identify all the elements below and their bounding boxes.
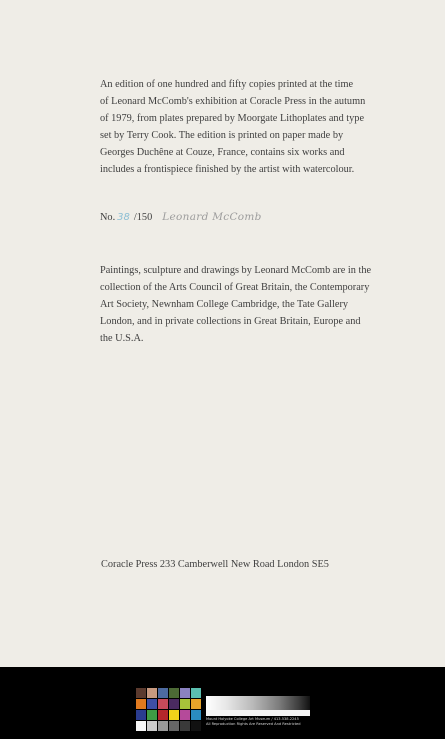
color-swatch <box>136 710 146 720</box>
colophon-line: includes a frontispiece finished by the artist with watercolour. <box>100 164 355 175</box>
handwritten-edition-number: 38 <box>117 212 130 223</box>
museum-credit-label <box>206 717 316 727</box>
museum-credit-line: All Reproduction Rights Are Reserved And Restricted <box>206 722 301 726</box>
collections-line: the U.S.A. <box>100 333 144 344</box>
colophon-line: of Leonard McComb's exhibition at Coracle Press in the autumn <box>100 96 366 107</box>
edition-number-line <box>100 209 262 226</box>
colophon-line: set by Terry Cook. The edition is printed on paper made by <box>100 130 344 141</box>
color-swatch <box>180 688 190 698</box>
color-swatch <box>169 710 179 720</box>
color-swatch <box>136 721 146 731</box>
collections-line: London, and in private collections in Great Britain, Europe and <box>100 316 361 327</box>
grayscale-calibration-bar <box>206 696 310 710</box>
color-swatch <box>180 710 190 720</box>
colophon-line: of 1979, from plates prepared by Moorgate Lithoplates and type <box>100 113 365 124</box>
color-swatch <box>158 721 168 731</box>
color-swatch <box>191 721 201 731</box>
color-swatch <box>147 721 157 731</box>
color-calibration-chart <box>136 688 202 732</box>
edition-total: /150 <box>133 212 153 223</box>
color-swatch <box>191 699 201 709</box>
color-swatch <box>191 688 201 698</box>
color-swatch <box>158 699 168 709</box>
color-swatch <box>180 721 190 731</box>
collections-paragraph <box>100 262 400 347</box>
color-swatch <box>147 710 157 720</box>
colophon-line: An edition of one hundred and fifty copies printed at the time <box>100 79 354 90</box>
color-swatch <box>169 699 179 709</box>
publisher-address: Coracle Press 233 Camberwell New Road London SE5 <box>101 559 329 570</box>
white-reference-block <box>206 710 310 716</box>
color-swatch <box>136 699 146 709</box>
color-swatch <box>147 688 157 698</box>
color-swatch <box>169 688 179 698</box>
collections-line: Paintings, sculpture and drawings by Leonard McComb are in the <box>100 265 372 276</box>
color-swatch <box>191 710 201 720</box>
color-swatch <box>147 699 157 709</box>
collections-line: Art Society, Newnham College Cambridge, the Tate Gallery <box>100 299 349 310</box>
color-swatch <box>158 688 168 698</box>
colophon-paragraph <box>100 76 400 178</box>
colophon-line: Georges Duchêne at Couze, France, contains six works and <box>100 147 345 158</box>
museum-credit-line: Mount Holyoke College Art Museum / 413.538.2245 <box>206 717 299 721</box>
edition-prefix: No. <box>100 212 116 223</box>
artist-signature: Leonard McComb <box>162 211 262 223</box>
color-swatch <box>169 721 179 731</box>
color-swatch <box>180 699 190 709</box>
color-swatch <box>136 688 146 698</box>
color-swatch <box>158 710 168 720</box>
collections-line: collection of the Arts Council of Great Britain, the Contemporary <box>100 282 370 293</box>
